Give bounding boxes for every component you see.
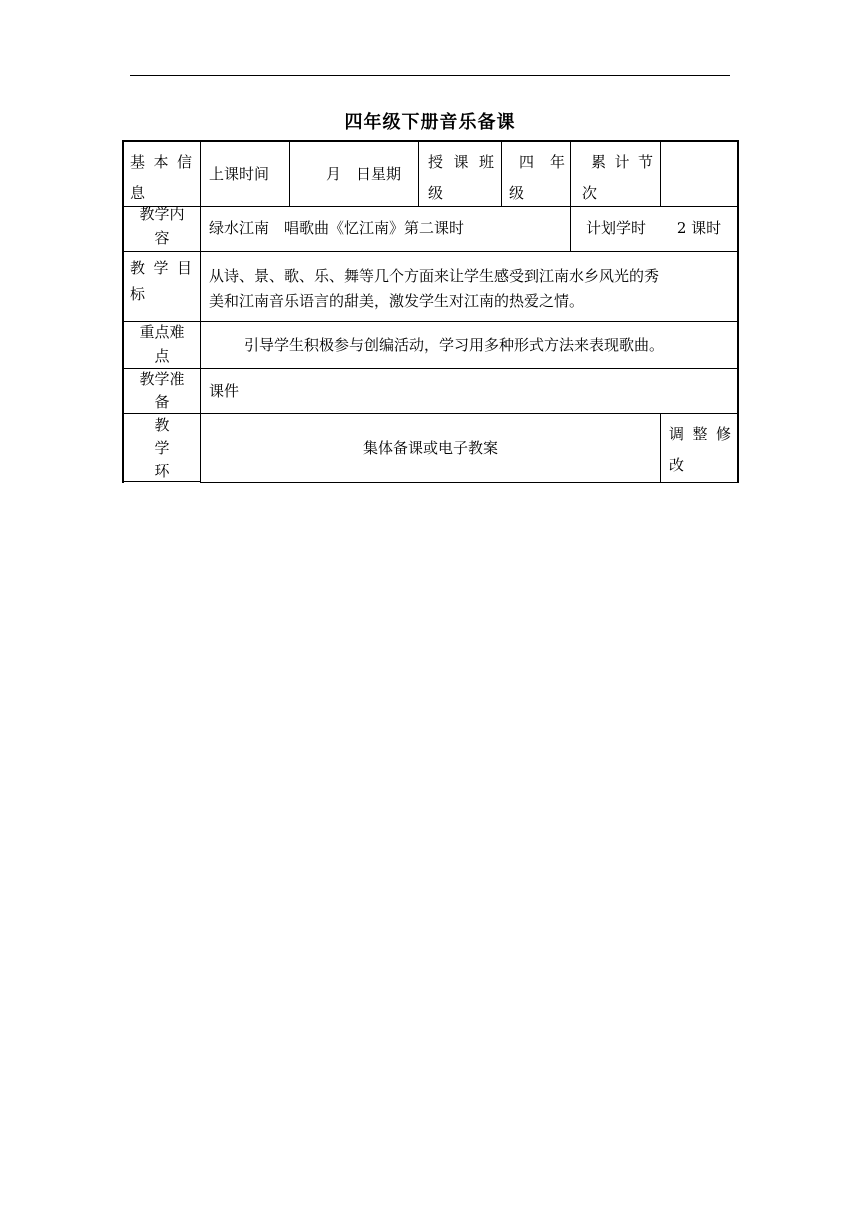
grade-value: 四 年 — [519, 153, 565, 171]
row-divider — [122, 413, 738, 414]
planned-hours-value: 2 课时 — [676, 219, 722, 237]
grade-value: 级 — [509, 184, 525, 202]
teaching-prep-label: 教学准 — [139, 370, 185, 388]
row-divider — [122, 368, 738, 369]
teaching-content-label: 容 — [154, 229, 170, 247]
header-rule — [130, 75, 730, 76]
column-divider — [501, 140, 502, 207]
class-time-label: 上课时间 — [209, 165, 270, 183]
row-divider — [122, 321, 738, 322]
table-border-right — [737, 140, 739, 483]
teaching-steps-label: 环 — [154, 462, 170, 480]
teaching-goal-label: 标 — [130, 285, 146, 303]
teaching-steps-label: 学 — [154, 439, 170, 457]
table-border-left — [122, 140, 124, 483]
class-label: 级 — [428, 184, 444, 202]
teaching-content-value: 绿水江南 唱歌曲《忆江南》第二课时 — [209, 219, 465, 237]
cumulative-lesson-label: 次 — [582, 184, 598, 202]
column-divider — [289, 140, 290, 207]
teaching-prep-label: 备 — [154, 393, 170, 411]
planned-hours-label: 计划学时 — [585, 219, 646, 237]
teaching-goal-value: 美和江南音乐语言的甜美，激发学生对江南的热爱之情。 — [209, 292, 585, 310]
key-points-label: 点 — [154, 347, 170, 365]
cumulative-lesson-label: 累计节 — [591, 153, 653, 171]
key-points-label: 重点难 — [139, 323, 185, 341]
table-border-top — [122, 140, 739, 142]
basic-info-label: 基本信 — [130, 153, 192, 171]
teaching-goal-value: 从诗、景、歌、乐、舞等几个方面来让学生感受到江南水乡风光的秀 — [209, 267, 660, 285]
row-divider — [122, 251, 738, 252]
teaching-content-label: 教学内 — [139, 205, 185, 223]
table-border-bottom — [200, 482, 738, 483]
document-title: 四年级下册音乐备课 — [344, 112, 516, 133]
column-divider — [660, 140, 661, 207]
key-points-value: 引导学生积极参与创编活动，学习用多种形式方法来表现歌曲。 — [244, 336, 665, 354]
class-date-value: 月 日星期 — [326, 165, 402, 183]
column-divider — [418, 140, 419, 207]
adjustment-label: 改 — [669, 456, 685, 474]
teaching-goal-label: 教学目 — [130, 259, 192, 277]
teaching-steps-label: 教 — [154, 416, 170, 434]
lesson-plan-heading: 集体备课或电子教案 — [362, 439, 498, 457]
class-label: 授课班 — [428, 153, 494, 171]
column-divider — [660, 413, 661, 483]
basic-info-label: 息 — [130, 184, 146, 202]
column-divider — [570, 140, 571, 252]
adjustment-label: 调整修 — [669, 425, 731, 443]
teaching-prep-value: 课件 — [209, 382, 240, 400]
